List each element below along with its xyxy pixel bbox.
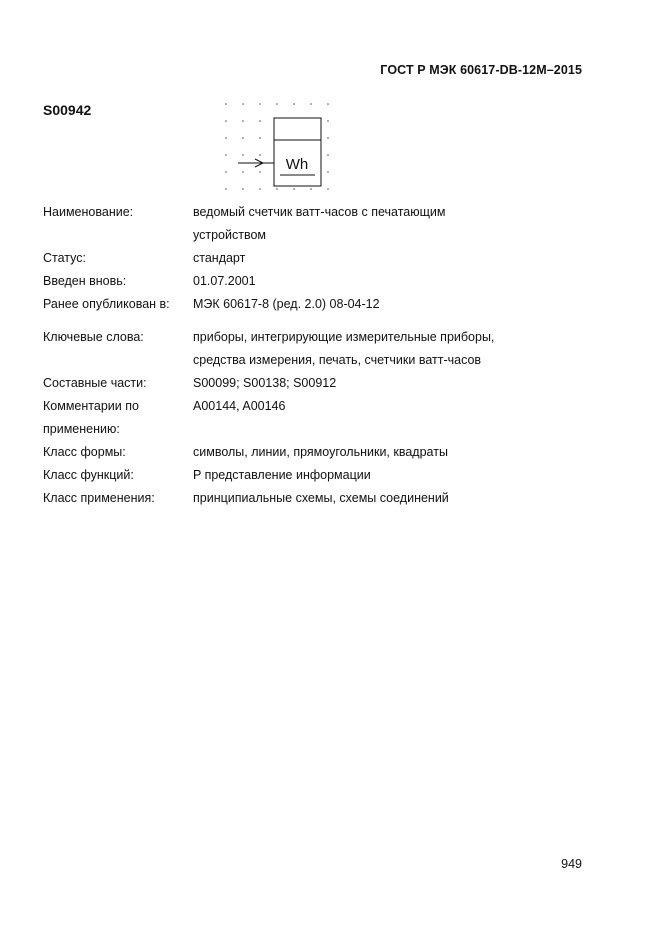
grid-dot [242,188,244,190]
field-label-line: применению: [43,422,120,436]
grid-dot [259,103,261,105]
field-value [193,487,603,510]
field-label: Ранее опубликован в: [43,297,170,311]
watt-hour-meter-symbol [218,98,338,193]
symbol-code: S00942 [43,102,92,118]
page-number: 949 [561,857,582,871]
field-row [43,293,603,316]
grid-dot [259,137,261,139]
meter-box [274,118,321,186]
field-label: Класс формы: [43,445,126,459]
field-row [43,441,603,464]
field-value [193,326,603,372]
grid-dot [310,188,312,190]
field-value-line: A00144, A00146 [193,399,286,413]
field-row [43,487,603,510]
grid-dot [259,171,261,173]
field-row [43,464,603,487]
grid-dot [327,171,329,173]
grid-dot [259,120,261,122]
grid-dot [225,103,227,105]
field-value [193,247,603,270]
grid-dot [310,103,312,105]
field-value-line: средства измерения, печать, счетчики ватт-часов [193,353,482,367]
grid-dot [276,103,278,105]
field-label-line: Комментарии по [43,399,139,413]
grid-dot [259,188,261,190]
grid-dot [327,103,329,105]
field-label: Составные части: [43,376,147,390]
field-value-line: стандарт [193,251,246,265]
field-value-line: символы, линии, прямоугольники, квадраты [193,445,448,459]
grid-dot [225,120,227,122]
grid-dot [242,120,244,122]
field-value [193,270,603,293]
field-label: Класс функций: [43,468,134,482]
field-label: Класс применения: [43,491,155,505]
field-value-line: приборы, интегрирующие измерительные приборы, [193,330,495,344]
grid-dot [242,154,244,156]
field-value-line: принципиальные схемы, схемы соединений [193,491,449,505]
field-value-line: 01.07.2001 [193,274,256,288]
field-row [43,201,603,247]
grid-dot [225,154,227,156]
grid-dot [293,103,295,105]
field-value-line: ведомый счетчик ватт-часов с печатающим [193,205,446,219]
field-label: Наименование: [43,205,134,219]
field-row [43,270,603,293]
grid-dot [225,137,227,139]
field-value [193,395,603,441]
field-label: Введен вновь: [43,274,127,288]
field-value [193,372,603,395]
grid-dot [242,103,244,105]
field-value [193,464,603,487]
attribute-table [43,201,603,510]
grid-dot [242,171,244,173]
meter-label: Wh [285,156,309,173]
document-header: ГОСТ Р МЭК 60617-DB-12M–2015 [380,63,582,77]
grid-dot [225,188,227,190]
grid-dot [327,120,329,122]
grid-dot [225,171,227,173]
field-value-line: МЭК 60617-8 (ред. 2.0) 08-04-12 [193,297,380,311]
field-label [43,395,193,441]
field-label: Ключевые слова: [43,330,144,344]
grid-dot [242,137,244,139]
field-row [43,395,603,441]
field-value [193,293,603,316]
field-value-line: устройством [193,228,266,242]
field-row [43,326,603,372]
field-value [193,201,603,247]
grid-dot [327,137,329,139]
field-label: Статус: [43,251,86,265]
field-value-line: S00099; S00138; S00912 [193,376,337,390]
field-row [43,247,603,270]
grid-dot [327,154,329,156]
field-value [193,441,603,464]
field-value-line: P представление информации [193,468,371,482]
field-row [43,372,603,395]
grid-dot [293,188,295,190]
grid-dot [276,188,278,190]
grid-dot [327,188,329,190]
grid-dot [259,154,261,156]
